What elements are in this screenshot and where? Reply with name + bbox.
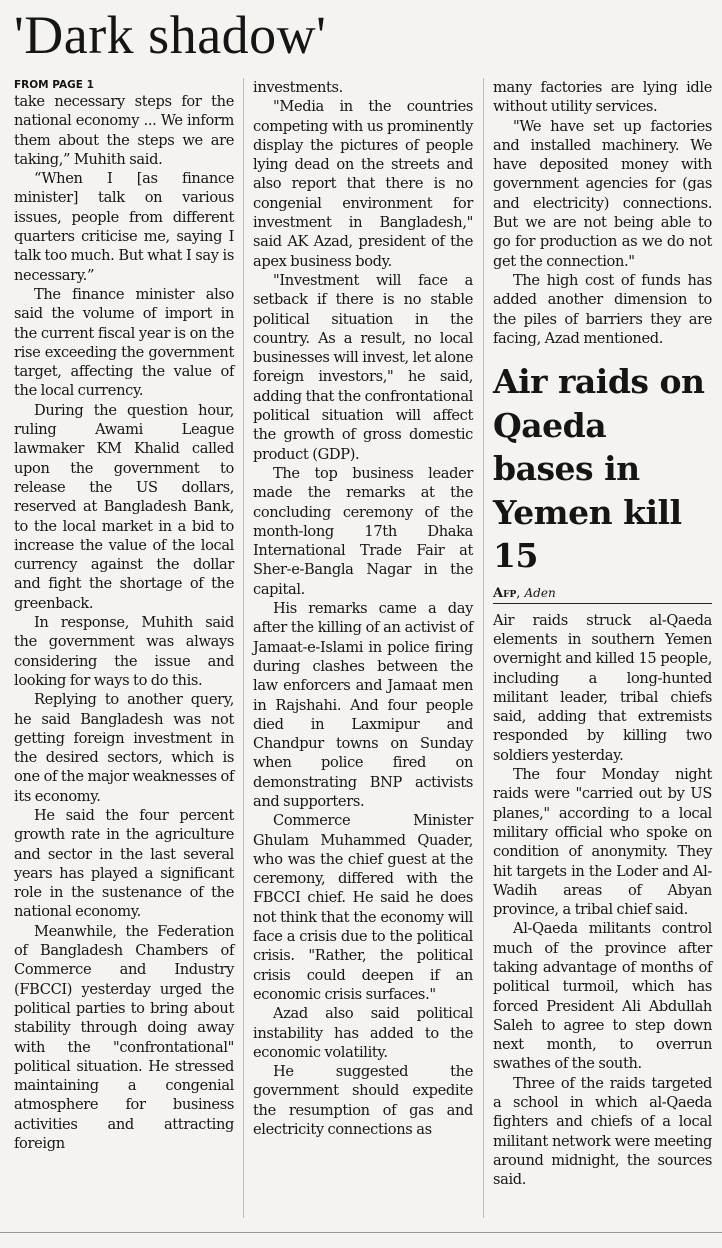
column-1 [14, 78, 234, 1153]
paragraph: The high cost of funds has added another dimension to the piles of barriers they are facing, Azad mentioned. [493, 271, 712, 347]
byline-rule [493, 603, 712, 604]
paragraph: "Investment will face a setback if there is no stable political situation in the country. As a result, no local businesses will invest, let alone foreign investors," he said, adding that the confrontational political situation will affect the growth of gross domestic product (GDP). [253, 271, 473, 463]
byline-agency: Afp [493, 585, 517, 601]
paragraph: Meanwhile, the Federation of Bangladesh Chambers of Commerce and Industry (FBCCI) yesterday urged the political parties to bring about stability through doing away with the "confrontational" political situation. He stressed maintaining a congenial atmosphere for business activities and attracting foreign [14, 922, 234, 1153]
bottom-rule [0, 1232, 722, 1233]
paragraph: Air raids struck al-Qaeda elements in southern Yemen overnight and killed 15 people, including a long-hunted militant leader, tribal chiefs said, adding that extremists responded by killing two soldiers yesterday. [493, 611, 712, 764]
paragraph: "We have set up factories and installed machinery. We have deposited money with government agencies for (gas and electricity) connections. But we are not being able to go for production as we do not get the connection." [493, 117, 712, 270]
paragraph: In response, Muhith said the government was always considering the issue and looking for ways to do this. [14, 614, 234, 689]
paragraph: Three of the raids targeted a school in which al-Qaeda fighters and chiefs of a local militant network were meeting around midnight, the sources said. [493, 1074, 712, 1189]
paragraph: Replying to another query, he said Bangladesh was not getting foreign investment in the desired sectors, which is one of the major weaknesses of its economy. [14, 691, 234, 805]
page-headline: 'Dark shadow' [14, 5, 327, 65]
paragraph: Al-Qaeda militants control much of the province after taking advantage of months of political turmoil, which has forced President Ali Abdullah Saleh to agree to step down next month, to overrun swathes of the south. [493, 920, 712, 1073]
paragraph: The four Monday night raids were "carried out by US planes," according to a local military official who spoke on condition of anonymity. They hit targets in the Loder and Al-Wadih areas of Abyan province, a tribal chief said. [493, 766, 712, 919]
paragraph: During the question hour, ruling Awami League lawmaker KM Khalid called upon the government to release the US dollars, reserved at Bangladesh Bank, to the local market in a bid to increase the value of the local currency against the dollar and fight the shortage of the greenback. [14, 401, 234, 612]
column-3 [493, 78, 712, 1190]
paragraph: many factories are lying idle without utility services. [493, 79, 712, 116]
paragraph: “When I [as finance minister] talk on various issues, people from different quarters criticise me, saying I talk too much. But what I say is necessary.” [14, 170, 234, 284]
column-divider [483, 78, 484, 1218]
byline: Afp, Aden [493, 585, 556, 601]
paragraph: take necessary steps for the national economy ... We inform them about the steps we are taking,” Muhith said. [14, 93, 234, 168]
paragraph: "Media in the countries competing with us prominently display the pictures of people lying dead on the streets and also report that there is no congenial environment for investment in Bangladesh," said AK Azad, president of the apex business body. [253, 98, 473, 270]
paragraph: Commerce Minister Ghulam Muhammed Quader, who was the chief guest at the ceremony, differed with the FBCCI chief. He said he does not think that the economy will face a crisis due to the political crisis. "Rather, the political crisis could deepen if an economic crisis surfaces." [253, 812, 473, 1003]
byline-place: Aden [524, 585, 556, 600]
column-2 [253, 78, 473, 1139]
story-headline: Air raids on Qaeda bases in Yemen kill 15 [493, 362, 705, 576]
paragraph: Azad also said political instability has added to the economic volatility. [253, 1005, 473, 1061]
paragraph: He suggested the government should expedite the resumption of gas and electricity connections as [253, 1063, 473, 1139]
paragraph: investments. [253, 79, 343, 96]
paragraph: His remarks came a day after the killing of an activist of Jamaat-e-Islami in police firing during clashes between the law enforcers and Jamaat men in Rajshahi. And four people died in Laxmipur and Chandpur towns on Sunday when police fired on demonstrating BNP activists and supporters. [253, 600, 473, 810]
paragraph: The top business leader made the remarks at the concluding ceremony of the month-long 17th Dhaka International Trade Fair at Sher-e-Bangla Nagar in the capital. [253, 464, 473, 598]
paragraph: He said the four percent growth rate in the agriculture and sector in the last several years has played a significant role in the sustenance of the national economy. [14, 806, 234, 921]
paragraph: The finance minister also said the volume of import in the current fiscal year is on the rise exceeding the government target, affecting the value of the local currency. [14, 285, 234, 400]
from-page-label: FROM PAGE 1 [14, 79, 94, 91]
column-divider [243, 78, 244, 1218]
